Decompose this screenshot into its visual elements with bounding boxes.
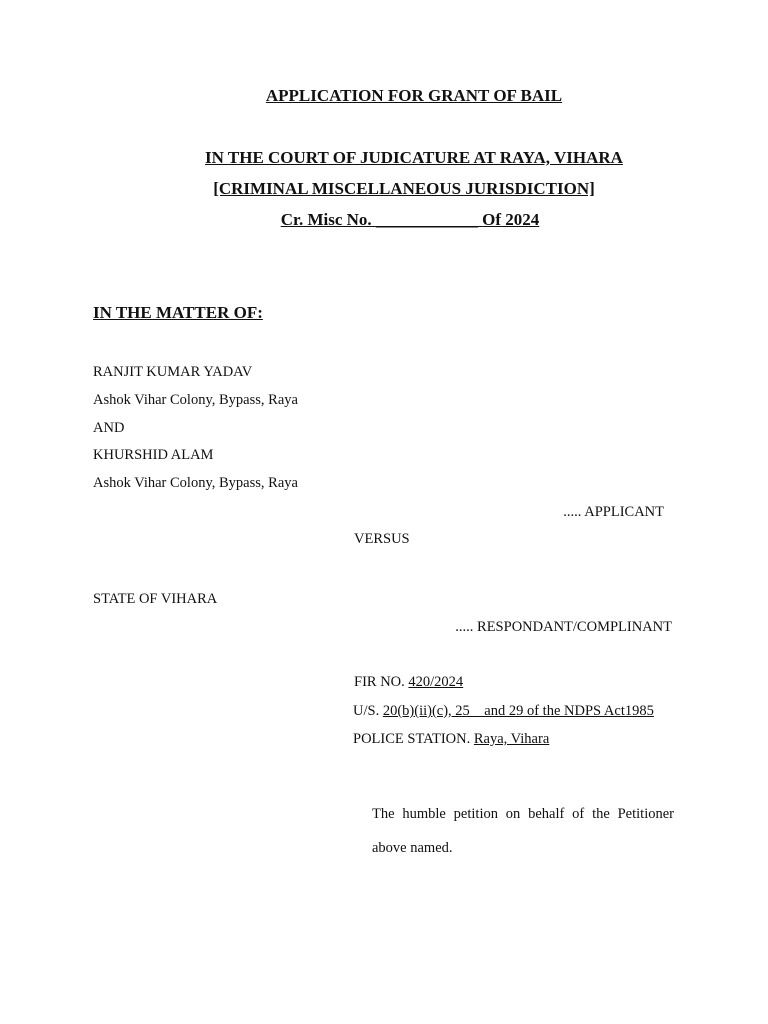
court-heading: IN THE COURT OF JUDICATURE AT RAYA, VIHARA bbox=[205, 148, 623, 167]
document-title: APPLICATION FOR GRANT OF BAIL bbox=[265, 86, 563, 105]
matter-heading: IN THE MATTER OF: bbox=[93, 303, 263, 322]
fir-number: 420/2024 bbox=[408, 674, 464, 690]
versus-text: VERSUS bbox=[354, 531, 410, 547]
applicant2-name: KHURSHID ALAM bbox=[93, 447, 214, 463]
fir-line: FIR NO. 420/2024 bbox=[354, 674, 464, 690]
police-station-value: Raya, Vihara bbox=[473, 731, 550, 747]
applicant1-address: Ashok Vihar Colony, Bypass, Raya bbox=[93, 392, 298, 408]
respondent-label: ..... RESPONDANT/COMPLINANT bbox=[455, 619, 672, 635]
sections-value: 20(b)(ii)(c), 25 and 29 of the NDPS Act1985 bbox=[382, 703, 654, 719]
police-station-line: POLICE STATION. Raya, Vihara bbox=[353, 731, 550, 747]
applicant2-address: Ashok Vihar Colony, Bypass, Raya bbox=[93, 475, 298, 491]
applicant-label: ..... APPLICANT bbox=[563, 504, 664, 520]
case-number-text: Cr. Misc No. ____________ Of 2024 bbox=[280, 210, 540, 229]
jurisdiction-heading: [CRIMINAL MISCELLANEOUS JURISDICTION] bbox=[213, 179, 595, 198]
respondent-name: STATE OF VIHARA bbox=[93, 591, 218, 607]
applicant1-name: RANJIT KUMAR YADAV bbox=[93, 364, 253, 380]
sections-line: U/S. 20(b)(ii)(c), 25 and 29 of the NDPS Act1985 bbox=[353, 703, 654, 719]
petition-paragraph: The humble petition on behalf of the Petitioner above named. bbox=[372, 806, 674, 856]
and-connector: AND bbox=[93, 420, 125, 436]
case-number bbox=[26, 210, 768, 230]
